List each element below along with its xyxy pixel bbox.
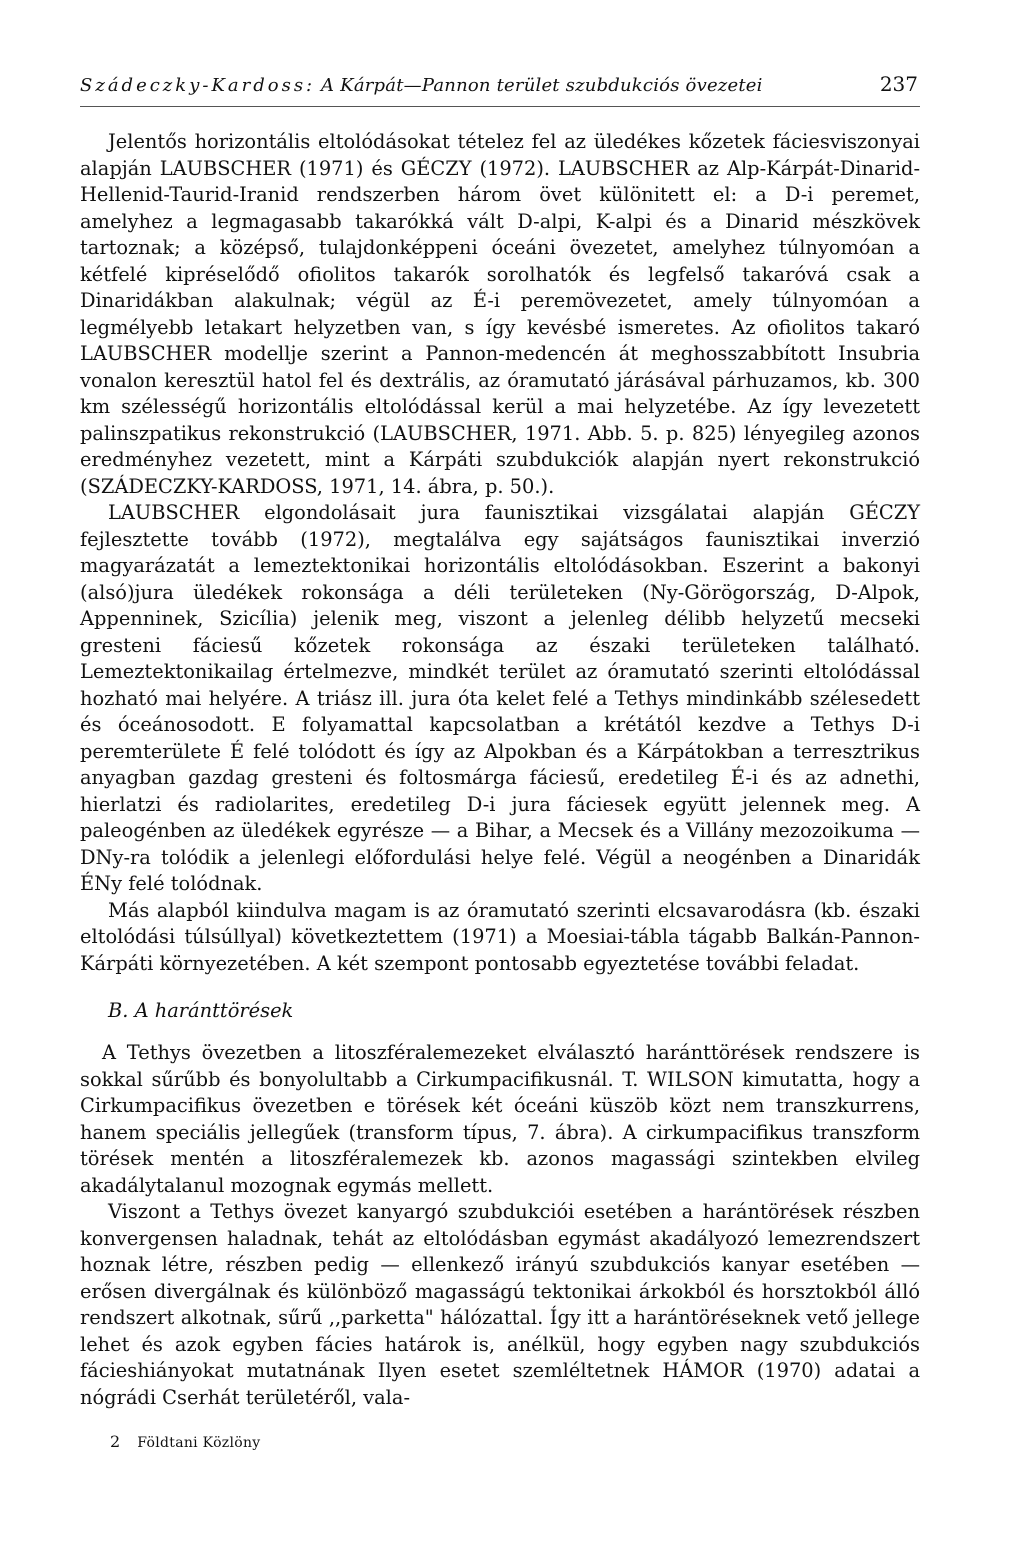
running-head [80,72,920,107]
section-paragraph-1: A Tethys övezetben a litoszféralemezeket elválasztó haránttörések rendszere is sokkal sűrűbb és bonyolultabb a Cirkumpacifikusnál. T. WILSON kimutatta, hogy a Cirkumpacifikus övezetben e törések két óceáni küszöb közt nem transzkurrens, hanem speciális jellegűek (transform típus, 7. ábra). A cirkumpacifikus transzform törések mentén a litoszféralemezek kb. azonos magassági szintekben elvileg akadálytalanul mozognak egymás mellett. [80,1041,920,1197]
running-head-title [80,75,763,96]
paragraph-2: LAUBSCHER elgondolásait jura faunisztikai vizsgálatai alapján GÉCZY fejlesztette tovább (1972), megtalálva egy sajátságos faunisztikai inverzió magyarázatát a lemeztektonikai horizontális eltolódásokban. Eszerint a bakonyi (alsó)jura üledékek rokonsága a déli területeken (Ny-Görögország, D-Alpok, Appenninek, Szicília) jelenik meg, viszont a jelenleg délibb helyzetű mecseki gresteni fáciesű kőzetek rokonsága az északi területeken található. Lemeztektonikailag értelmezve, mindkét terület az óramutató szerinti eltolódással hozható mai helyére. A triász ill. jura óta kelet felé a Tethys mindinkább szélesedett és óceánosodott. E folyamattal kapcsolatban a krétától kezdve a Tethys D-i peremterülete É felé tolódott és így az Alpokban és a Kárpátokban a terresztrikus anyagban gazdag gresteni és foltosmárga fáciesű, eredetileg É-i és az adnethi, hierlatzi és radiolarites, eredetileg D-i jura fáciesek együtt jelennek meg. A paleogénben az üledékek egyrésze — a Bihar, a Mecsek és a Villány mezozoikuma — DNy-ra tolódik a jelenlegi előfordulási helye felé. Végül a neogénben a Dinaridák ÉNy felé tolódnak. [80,501,920,895]
signature-number: 2 [110,1432,121,1451]
journal-page [80,72,920,1411]
paragraph-3: Más alapból kiindulva magam is az óramutató szerinti elcsavarodásra (kb. északi eltolódási túlsúllyal) következtettem (1971) a Moesiai-tábla tágabb Balkán-Pannon-Kárpáti környezetében. A két szempont pontosabb egyeztetése további feladat. [80,898,920,975]
article-body [80,129,920,1411]
journal-name: Földtani Közlöny [137,1435,261,1451]
section-paragraph-2: Viszont a Tethys övezet kanyargó szubdukciói esetében a harántörések részben konvergensen haladnak, tehát az eltolódásban egymást akadályozó lemezrendszert hoznak létre, részben pedig — ellenkező irányú szubdukciós kanyar esetében — erősen divergálnak és különböző magasságú tektonikai árkokból és horsztokból álló rendszert alkotnak, sűrű ,,parketta" hálózattal. Így itt a harántöréseknek vető jellege lehet és azok egyben fácies határok is, anélkül, hogy egyben nagy szubdukciós fácieshiányokat mutatnának Ilyen esetet szemléltetnek HÁMOR (1970) adatai a nógrádi Cserhát területéről, vala- [80,1200,920,1409]
running-head-author: Szádeczky-Kardoss: [80,75,316,96]
running-head-article-title: A Kárpát—Pannon terület szubdukciós övezetei [321,75,763,96]
paragraph-1: Jelentős horizontális eltolódásokat tételez fel az üledékes kőzetek fáciesviszonyai alapján LAUBSCHER (1971) és GÉCZY (1972). LAUBSCHER az Alp-Kárpát-Dinarid-Hellenid-Taurid-Iranid rendszerben három övet különitett el: a D-i peremet, amelyhez a legmagasabb takarókká vált D-alpi, K-alpi és a Dinarid mészkövek tartoznak; a középső, tulajdonképpeni óceáni övezetet, amelyhez túlnyomóan a kétfelé kipréselődő ofiolitos takarók sorolhatók és legfelső takaróvá csak a Dinaridákban alakulnak; végül az É-i peremövezetet, amely túlnyomóan a legmélyebb letakart helyzetben van, s így kevésbé ismeretes. Az ofiolitos takaró LAUBSCHER modellje szerint a Pannon-medencén át meghosszabbított Insubria vonalon keresztül hatol fel és dextrális, az óramutató járásával párhuzamos, kb. 300 km szélességű horizontális eltolódással kerül a mai helyzetébe. Az így levezetett palinszpatikus rekonstrukció (LAUBSCHER, 1971. Abb. 5. p. 825) lényegileg azonos eredményhez vezetett, mint a Kárpáti szubdukciók alapján nyert rekonstrukció (SZÁDECZKY-KARDOSS, 1971, 14. ábra, p. 50.). [80,130,920,498]
page-number: 237 [879,72,918,96]
page-footer [110,1432,261,1451]
section-heading: B. A haránttörések [108,999,294,1022]
